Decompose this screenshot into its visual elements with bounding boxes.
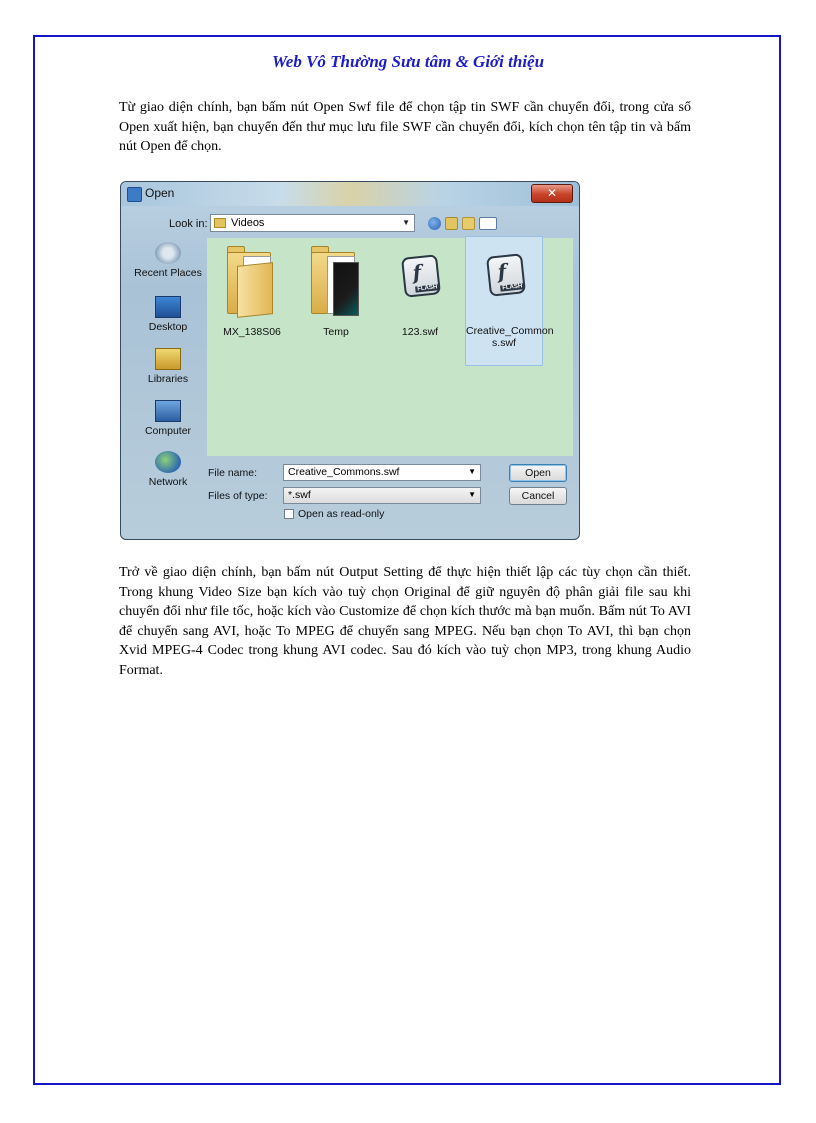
back-icon[interactable] [428,217,441,230]
file-label: 123.swf [401,326,439,338]
libraries-icon [155,348,181,370]
file-item-temp[interactable] [297,238,375,364]
read-only-checkbox[interactable] [284,509,294,519]
chevron-down-icon: ▼ [402,218,410,227]
flash-file-icon: f FLASH [401,254,441,298]
read-only-label: Open as read-only [298,508,385,520]
file-name-input[interactable]: Creative_Commons.swf ▼ [283,464,481,481]
file-label: MX_138S06 [223,326,281,338]
file-name-label: File name: [208,467,258,479]
place-network[interactable]: Network [129,451,207,488]
app-icon [127,187,142,202]
page-header: Web Vô Thường Sưu tâm & Giới thiệu [271,52,545,71]
network-icon [155,451,181,473]
chevron-down-icon[interactable]: ▼ [468,467,476,476]
chevron-down-icon: ▼ [468,490,476,499]
computer-icon [155,400,181,422]
dialog-titlebar [121,182,579,206]
up-folder-icon[interactable] [445,217,458,230]
dialog-title: Open [145,186,175,200]
cancel-button[interactable]: Cancel [509,487,567,505]
look-in-label: Look in: [169,218,208,230]
place-recent-places[interactable]: Recent Places [129,242,207,279]
open-dialog-screenshot [120,181,580,540]
place-computer[interactable]: Computer [129,400,207,437]
file-item-123-swf[interactable] [381,238,459,364]
place-libraries[interactable]: Libraries [129,348,207,385]
file-item-mx-138s06[interactable] [213,238,291,364]
file-label: Temp [323,326,349,338]
flash-file-icon: f FLASH [486,253,526,297]
file-item-creative-commons-swf[interactable] [465,236,554,366]
paragraph-2: Trở về giao diện chính, bạn bấm nút Output Setting để thực hiện thiết lập các tùy chọn cần thiết. Trong khung Video Size bạn kích vào tuỳ chọn Original để giữ nguyên độ phân giải file sau khi chuyển đổi như file tốc, hoặc kích vào Customize để chọn kích thước mà bạn muốn. Bấm nút To AVI để chuyển sang AVI, hoặc To MPEG để chuyển sang MPEG. Nếu bạn chọn To AVI, thì bạn chọn Xvid MPEG-4 Codec trong khung AVI codec. Sau đó kích vào tuỳ chọn MP3, trong khung Audio Format. [119,565,691,678]
look-in-value: Videos [231,217,265,229]
files-of-type-select[interactable]: *.swf ▼ [283,487,481,504]
folder-icon [214,218,226,228]
file-label: Creative_Common s.swf [466,325,554,349]
place-desktop[interactable]: Desktop [129,296,207,333]
view-menu-icon[interactable] [479,217,497,230]
close-button[interactable]: ✕ [531,184,573,203]
file-list [207,238,573,456]
files-of-type-label: Files of type: [208,490,268,502]
nav-toolbar [428,215,497,231]
paragraph-1: Từ giao diện chính, bạn bấm nút Open Swf file để chọn tập tin SWF cần chuyển đổi, trong cửa sổ Open xuất hiện, bạn chuyển đến thư mục lưu file SWF cần chuyển đổi, kích chọn tên tập tin và bấm nút Open để chọn. [119,100,691,154]
folder-icon [311,246,359,316]
desktop-icon [155,296,181,318]
recent-places-icon [155,242,181,264]
new-folder-icon[interactable] [462,217,475,230]
folder-icon [227,246,275,316]
places-bar [129,240,207,488]
look-in-dropdown[interactable] [210,214,415,232]
open-button[interactable]: Open [509,464,567,482]
